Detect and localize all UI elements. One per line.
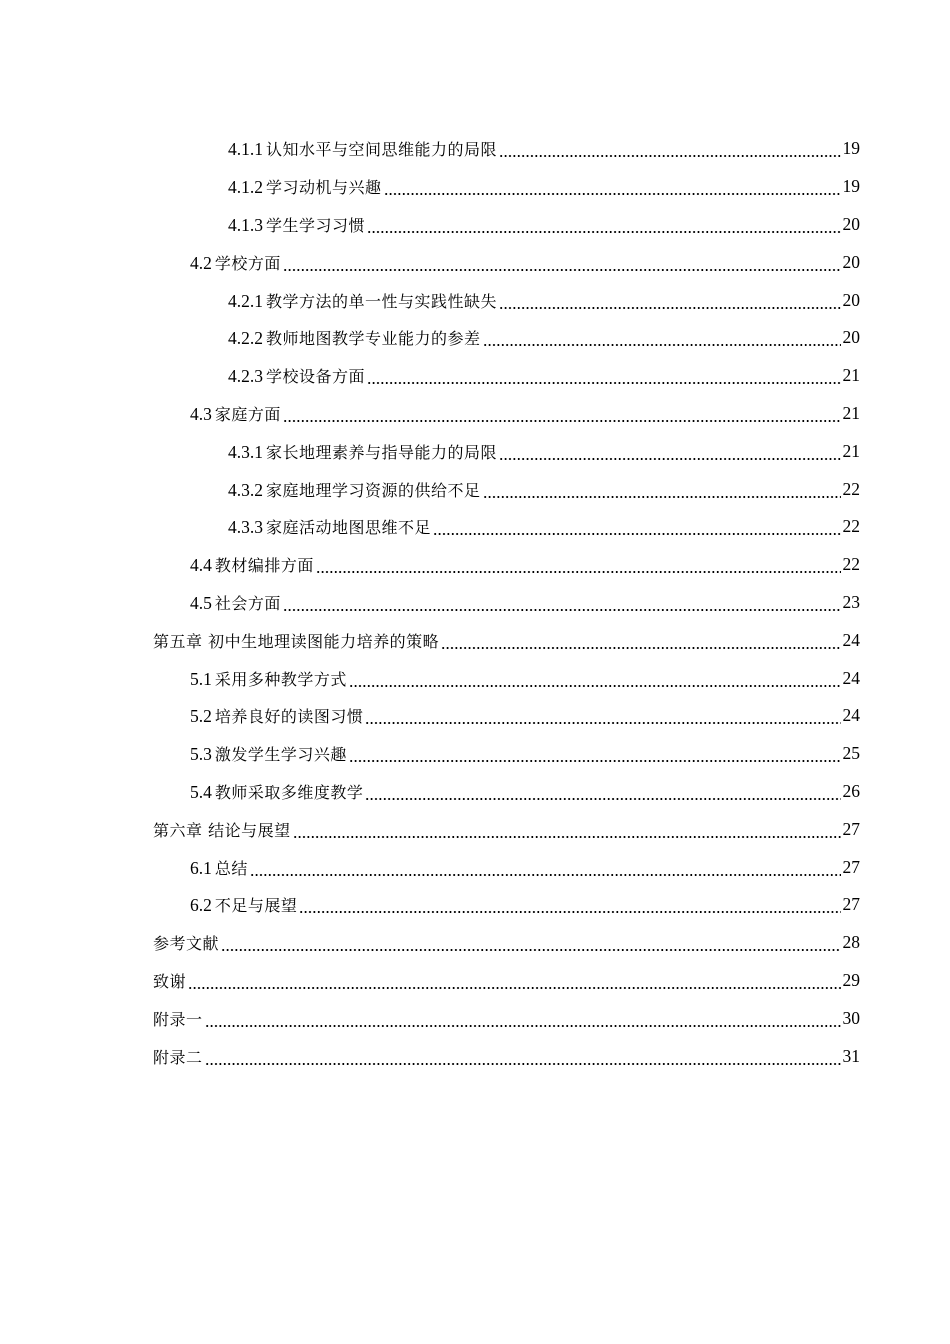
dot-leader <box>441 627 840 654</box>
toc-entry[interactable] <box>0 168 950 206</box>
toc-entry[interactable] <box>0 621 950 659</box>
toc-entry-number: 4.3.3 <box>228 517 263 538</box>
toc-entry-text: 认知水平与空间思维能力的局限 <box>266 140 498 160</box>
toc-entry-title <box>228 364 365 387</box>
toc-entry-number: 4.2 <box>190 252 212 273</box>
toc-entry-page-number: 26 <box>842 780 860 801</box>
toc-entry-number: 4.1.2 <box>228 177 263 198</box>
dot-leader <box>365 702 840 729</box>
toc-entry-title <box>153 931 219 954</box>
toc-entry[interactable] <box>0 470 950 508</box>
toc-entry[interactable] <box>0 319 950 357</box>
toc-entry-title <box>190 704 363 727</box>
toc-entry-title <box>190 856 248 879</box>
toc-entry[interactable] <box>0 130 950 168</box>
dot-leader <box>365 778 840 805</box>
toc-entry-page-number: 27 <box>842 894 860 915</box>
toc-entry-title <box>190 780 363 803</box>
toc-entry-number: 4.3 <box>190 403 212 424</box>
toc-entry-page-number: 19 <box>842 138 860 159</box>
toc-entry-page-number: 21 <box>842 365 860 386</box>
dot-leader <box>483 324 841 351</box>
toc-entry-page-number: 20 <box>842 327 860 348</box>
toc-entry-title <box>153 818 291 841</box>
dot-leader <box>499 135 840 162</box>
toc-entry-text: 附录一 <box>153 1009 203 1029</box>
toc-entry-page-number: 27 <box>842 856 860 877</box>
toc-entry[interactable] <box>0 886 950 924</box>
toc-entry-text: 社会方面 <box>214 593 281 613</box>
toc-entry-text: 家庭方面 <box>214 404 281 424</box>
toc-entry-page-number: 25 <box>842 743 860 764</box>
toc-entry[interactable] <box>0 1037 950 1075</box>
toc-entry-page-number: 22 <box>842 478 860 499</box>
toc-entry-text: 致谢 <box>153 971 187 991</box>
toc-entry-title <box>228 289 497 312</box>
toc-entry[interactable] <box>0 243 950 281</box>
toc-entry-text: 不足与展望 <box>214 896 298 916</box>
toc-entry-text: 采用多种教学方式 <box>214 669 347 689</box>
dot-leader <box>349 740 841 767</box>
toc-entry-title <box>190 251 281 274</box>
toc-entry[interactable] <box>0 999 950 1037</box>
toc-entry-title <box>190 742 347 765</box>
toc-entry-text: 学习动机与兴趣 <box>266 178 382 198</box>
toc-entry-title <box>228 175 382 198</box>
toc-entry-text: 教师采取多维度教学 <box>214 782 364 802</box>
toc-entry[interactable] <box>0 735 950 773</box>
toc-entry-title <box>228 440 497 463</box>
toc-entry-title <box>153 629 439 652</box>
dot-leader <box>283 589 841 616</box>
toc-entry-number: 6.1 <box>190 857 212 878</box>
toc-entry-page-number: 29 <box>842 969 860 990</box>
toc-entry-page-number: 21 <box>842 440 860 461</box>
toc-entry-title <box>228 137 497 160</box>
toc-entry-title <box>228 515 431 538</box>
dot-leader <box>293 816 841 843</box>
toc-entry[interactable] <box>0 962 950 1000</box>
toc-entry[interactable] <box>0 697 950 735</box>
toc-entry[interactable] <box>0 924 950 962</box>
dot-leader <box>205 1042 841 1069</box>
toc-entry-page-number: 30 <box>842 1007 860 1028</box>
toc-entry-page-number: 20 <box>842 289 860 310</box>
toc-entry[interactable] <box>0 659 950 697</box>
toc-entry-title <box>190 591 281 614</box>
dot-leader <box>283 400 841 427</box>
dot-leader <box>299 891 840 918</box>
toc-entry-number: 4.2.2 <box>228 328 263 349</box>
toc-entry-title <box>153 1045 203 1068</box>
toc-entry-text: 第五章 初中生地理读图能力培养的策略 <box>153 631 440 651</box>
toc-entry[interactable] <box>0 432 950 470</box>
toc-entry-text: 教材编排方面 <box>214 556 314 576</box>
toc-entry[interactable] <box>0 508 950 546</box>
dot-leader <box>205 1005 841 1032</box>
dot-leader <box>384 173 841 200</box>
toc-entry-number: 5.3 <box>190 744 212 765</box>
toc-entry-number: 4.1.3 <box>228 214 263 235</box>
toc-entry-text: 总结 <box>214 858 248 878</box>
toc-entry-text: 学生学习习惯 <box>266 215 366 235</box>
toc-entry-text: 家长地理素养与指导能力的局限 <box>266 442 498 462</box>
toc-entry[interactable] <box>0 281 950 319</box>
toc-entry-title <box>190 402 281 425</box>
toc-entry-title <box>190 553 314 576</box>
toc-entry-title <box>228 478 481 501</box>
dot-leader <box>283 249 841 276</box>
toc-entry-page-number: 19 <box>842 176 860 197</box>
toc-entry-title <box>153 969 186 992</box>
dot-leader <box>316 551 841 578</box>
table-of-contents <box>0 130 950 1075</box>
dot-leader <box>367 362 840 389</box>
toc-entry-title <box>190 893 297 916</box>
toc-entry-page-number: 22 <box>842 516 860 537</box>
toc-entry[interactable] <box>0 848 950 886</box>
toc-entry-page-number: 20 <box>842 213 860 234</box>
toc-entry-text: 教师地图教学专业能力的参差 <box>266 329 481 349</box>
toc-entry-number: 4.2.1 <box>228 290 263 311</box>
toc-entry-text: 学校方面 <box>214 253 281 273</box>
toc-entry-text: 参考文献 <box>153 934 220 954</box>
toc-entry-title <box>228 326 481 349</box>
toc-entry[interactable] <box>0 395 950 433</box>
toc-entry-number: 4.3.1 <box>228 441 263 462</box>
toc-entry-page-number: 21 <box>842 402 860 423</box>
toc-entry-text: 激发学生学习兴趣 <box>214 745 347 765</box>
dot-leader <box>367 211 840 238</box>
toc-entry-text: 教学方法的单一性与实践性缺失 <box>266 291 498 311</box>
dot-leader <box>499 438 840 465</box>
toc-entry-number: 5.2 <box>190 706 212 727</box>
toc-entry-page-number: 20 <box>842 251 860 272</box>
dot-leader <box>188 967 840 994</box>
dot-leader <box>483 475 841 502</box>
dot-leader <box>221 929 840 956</box>
toc-entry-number: 4.4 <box>190 555 212 576</box>
dot-leader <box>433 513 840 540</box>
toc-entry-text: 家庭活动地图思维不足 <box>266 518 432 538</box>
toc-entry-page-number: 24 <box>842 629 860 650</box>
toc-entry-text: 第六章 结论与展望 <box>153 820 291 840</box>
toc-entry-number: 6.2 <box>190 895 212 916</box>
toc-entry-title <box>153 1007 203 1030</box>
toc-entry-title <box>228 213 365 236</box>
toc-entry[interactable] <box>0 206 950 244</box>
toc-entry-number: 5.4 <box>190 781 212 802</box>
toc-entry-text: 家庭地理学习资源的供给不足 <box>266 480 481 500</box>
dot-leader <box>349 664 841 691</box>
toc-entry-text: 附录二 <box>153 1047 203 1067</box>
toc-entry-page-number: 22 <box>842 554 860 575</box>
dot-leader <box>499 286 840 313</box>
toc-entry-title <box>190 667 347 690</box>
toc-entry[interactable] <box>0 357 950 395</box>
toc-entry-number: 4.3.2 <box>228 479 263 500</box>
dot-leader <box>250 853 841 880</box>
toc-entry-number: 4.1.1 <box>228 139 263 160</box>
toc-entry-number: 4.5 <box>190 592 212 613</box>
toc-entry-page-number: 23 <box>842 591 860 612</box>
toc-entry-page-number: 27 <box>842 818 860 839</box>
toc-entry[interactable] <box>0 810 950 848</box>
toc-entry[interactable] <box>0 773 950 811</box>
toc-entry-number: 4.2.3 <box>228 366 263 387</box>
toc-entry[interactable] <box>0 546 950 584</box>
toc-entry-text: 培养良好的读图习惯 <box>214 707 364 727</box>
toc-entry-text: 学校设备方面 <box>266 367 366 387</box>
toc-entry-page-number: 24 <box>842 667 860 688</box>
toc-entry-page-number: 24 <box>842 705 860 726</box>
toc-entry-number: 5.1 <box>190 668 212 689</box>
toc-entry[interactable] <box>0 584 950 622</box>
toc-entry-page-number: 31 <box>842 1045 860 1066</box>
toc-entry-page-number: 28 <box>842 932 860 953</box>
